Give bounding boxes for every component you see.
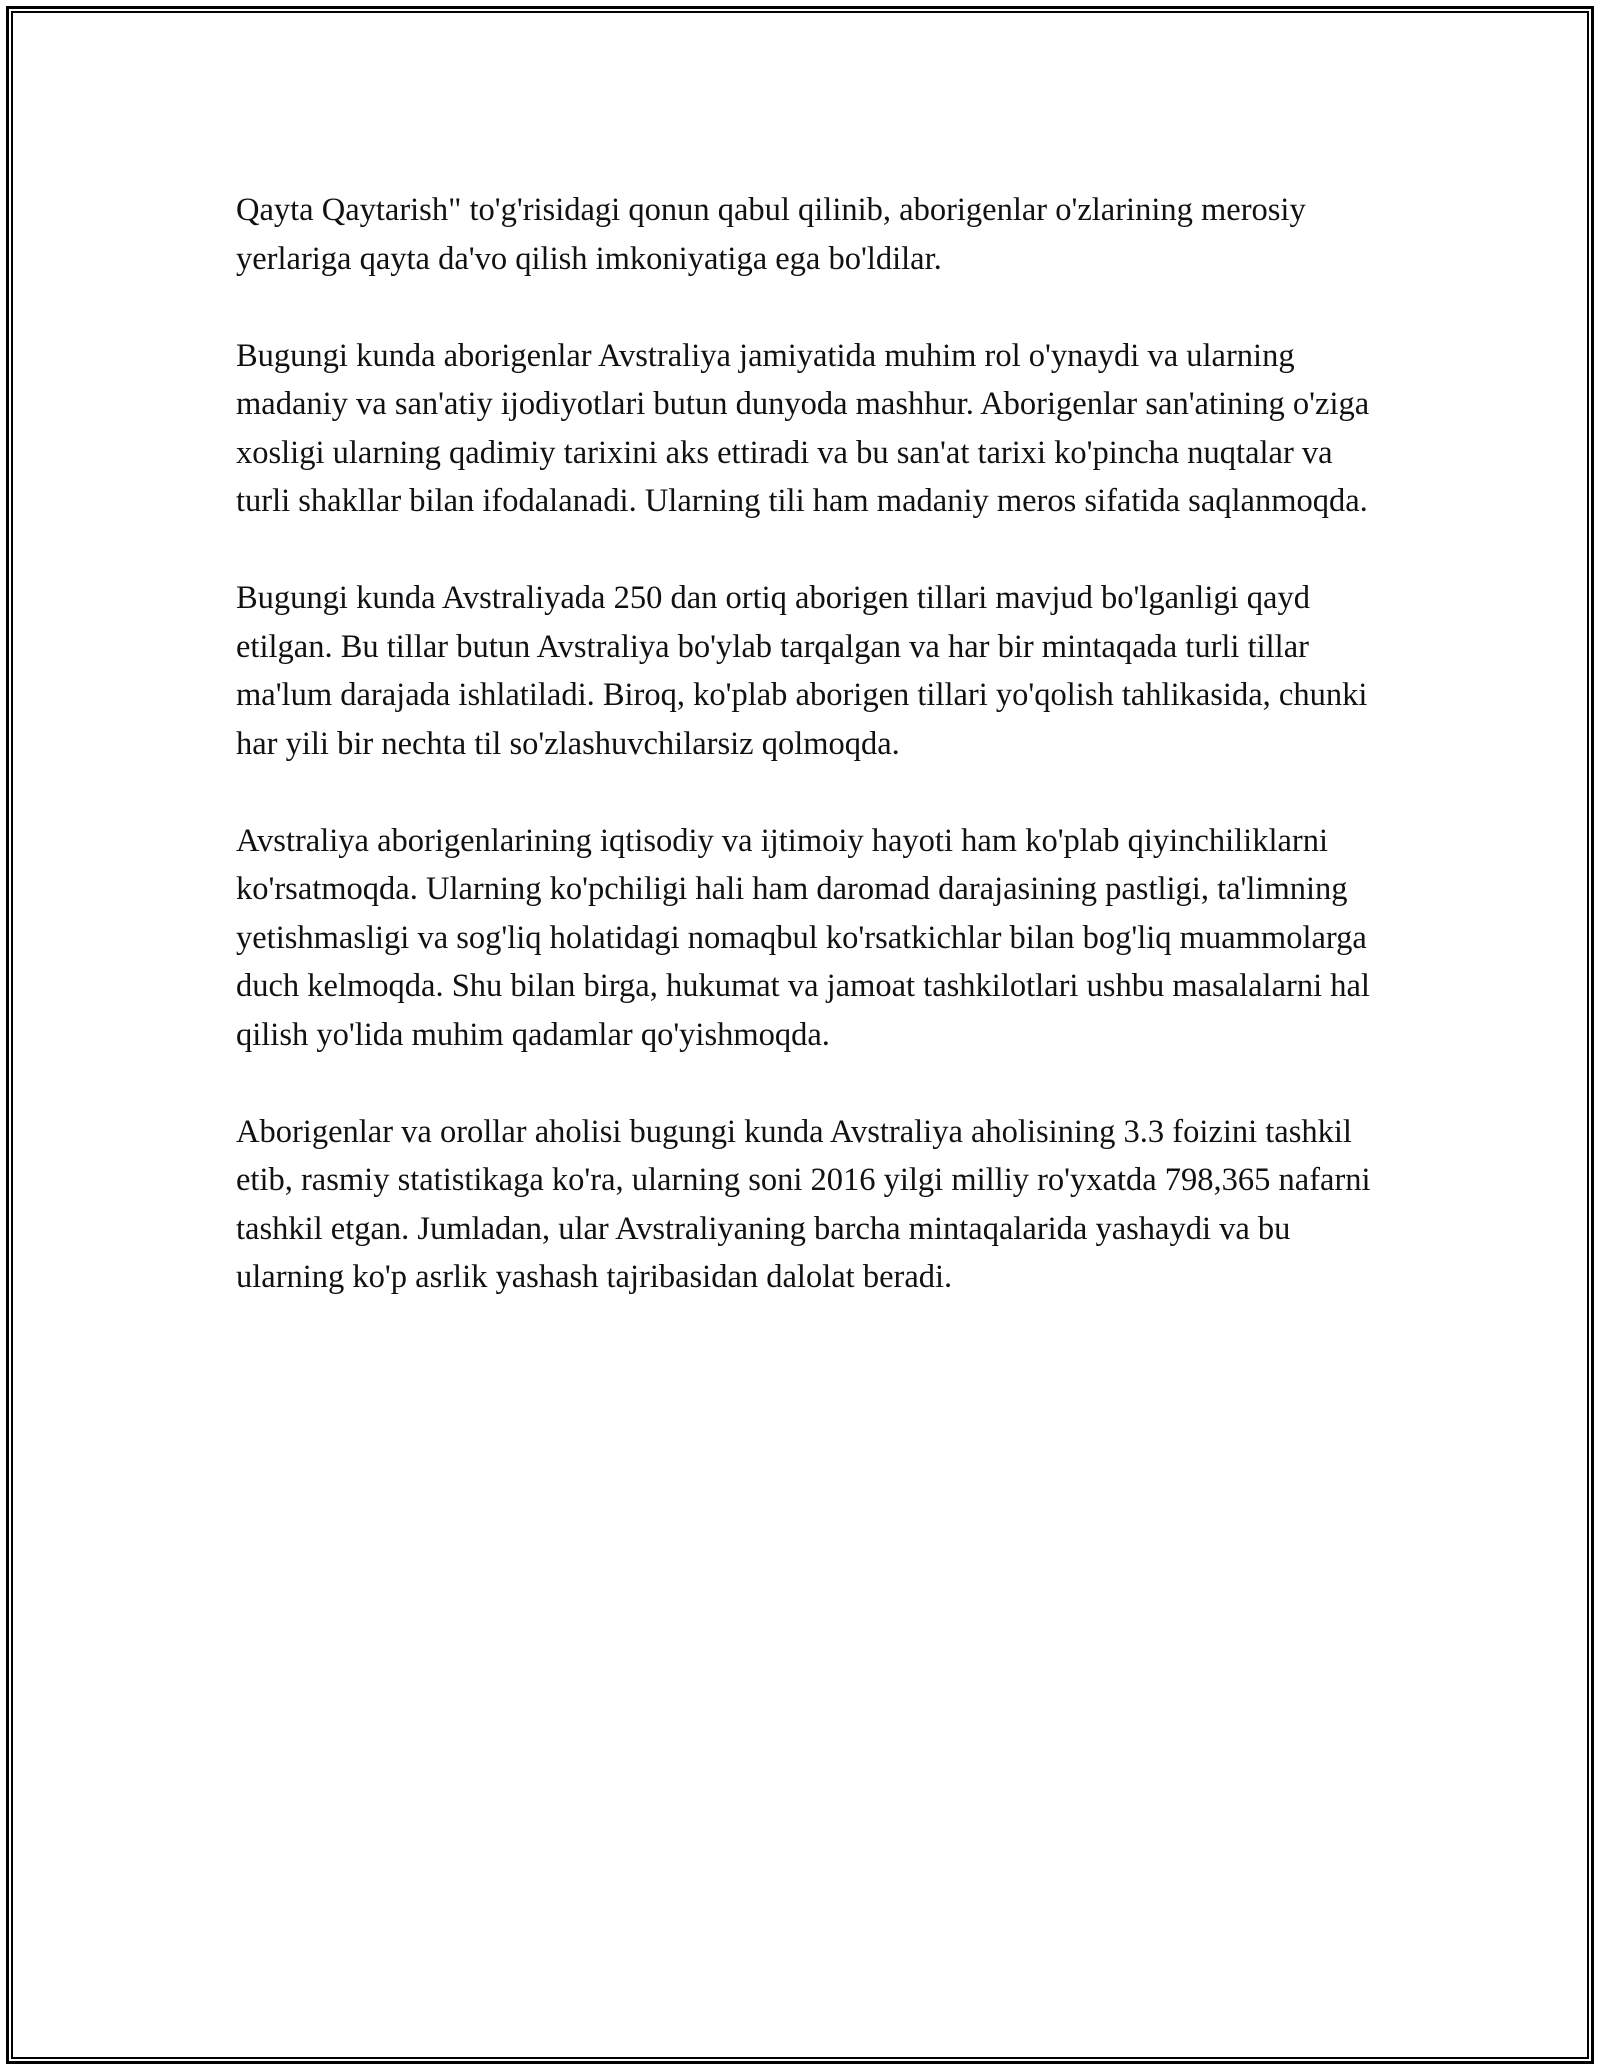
document-body — [236, 186, 1374, 1350]
paragraph-3: Bugungi kunda Avstraliyada 250 dan ortiq aborigen tillari mavjud bo'lganligi qayd etilgan. Bu tillar butun Avstraliya bo'ylab tarqalgan va har bir mintaqada turli tillar ma'lum darajada ishlatiladi. Biroq, ko'plab aborigen tillari yo'qolish tahlikasida, chunki har yili bir nechta til so'zlashuvchilarsiz qolmoqda. — [236, 580, 1368, 762]
paragraph-2: Bugungi kunda aborigenlar Avstraliya jamiyatida muhim rol o'ynaydi va ularning madaniy va san'atiy ijodiyotlari butun dunyoda mashhur. Aborigenlar san'atining o'ziga xosligi ularning qadimiy tarixini aks ettiradi va bu san'at tarixi ko'pincha nuqtalar va turli shakllar bilan ifodalanadi. Ularning tili ham madaniy meros sifatida saqlanmoqda. — [236, 337, 1370, 519]
paragraph-4: Avstraliya aborigenlarining iqtisodiy va ijtimoiy hayoti ham ko'plab qiyinchiliklarni ko'rsatmoqda. Ularning ko'pchiligi hali ham daromad darajasining pastligi, ta'limning yetishmasligi va sog'liq holatidagi nomaqbul ko'rsatkichlar bilan bog'liq muammolarga duch kelmoqda. Shu bilan birga, hukumat va jamoat tashkilotlari ushbu masalalarni hal qilish yo'lida muhim qadamlar qo'yishmoqda. — [236, 822, 1370, 1053]
paragraph-1: Qayta Qaytarish" to'g'risidagi qonun qabul qilinib, aborigenlar o'zlarining merosiy yerlariga qayta da'vo qilish imkoniyatiga ega bo'ldilar. — [236, 192, 1306, 277]
paragraph-5: Aborigenlar va orollar aholisi bugungi kunda Avstraliya aholisining 3.3 foizini tashkil etib, rasmiy statistikaga ko'ra, ularning soni 2016 yilgi milliy ro'yxatda 798,365 nafarni tashkil etgan. Jumladan, ular Avstraliyaning barcha mintaqalarida yashaydi va bu ularning ko'p asrlik yashash tajribasidan dalolat beradi. — [236, 1113, 1371, 1295]
